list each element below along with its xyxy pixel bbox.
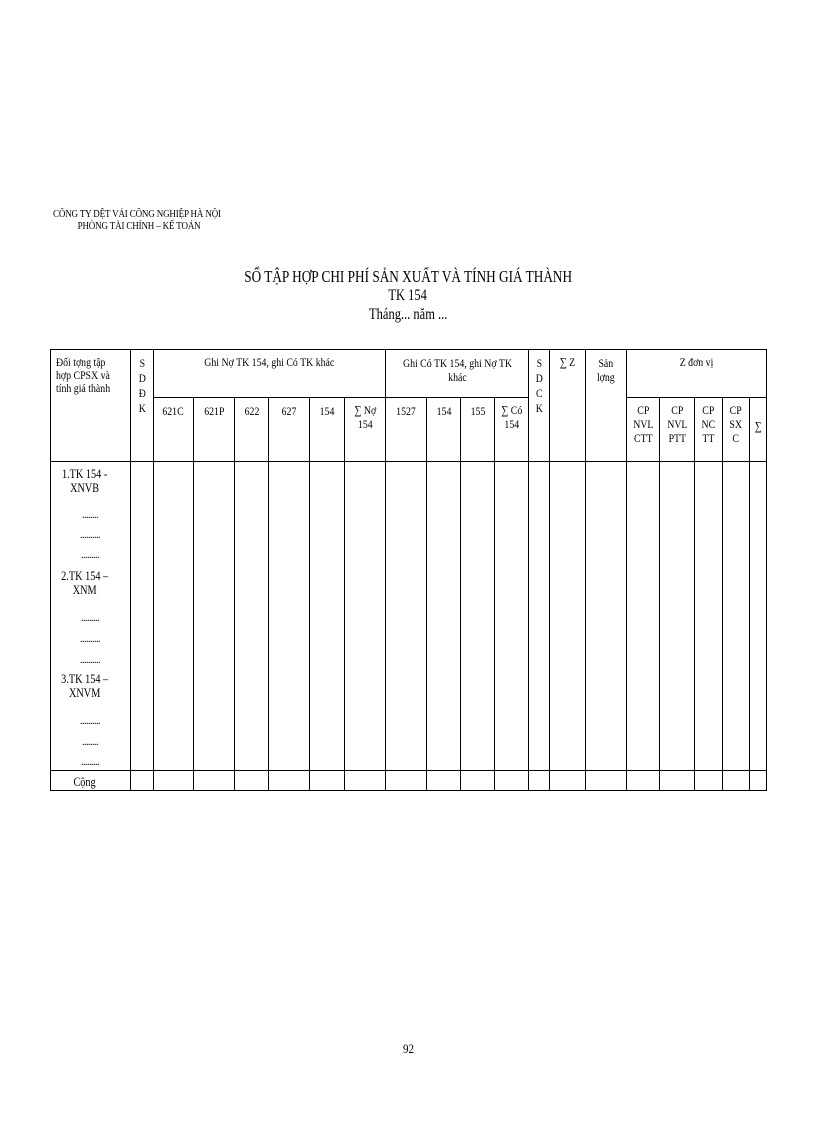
row-dots: .......... — [80, 655, 100, 666]
row-dots: ........ — [82, 737, 98, 748]
row-label-xnvb: 1.TK 154 - XNVB — [62, 467, 108, 495]
col-total-credit: ∑ Có 154 — [501, 403, 522, 431]
col-sum-z-header: ∑ Z — [559, 355, 576, 369]
row-dots: .......... — [80, 716, 100, 727]
col-unit-total: ∑ — [754, 419, 762, 433]
col-154-credit: 154 — [436, 404, 451, 418]
col-cp-sxc: CP SX C — [729, 403, 743, 445]
row-dots: ......... — [81, 550, 99, 561]
col-cp-nvl-ctt: CP NVL CTT — [632, 403, 654, 445]
col-154-debit: 154 — [319, 404, 335, 418]
col-total-debit: ∑ Nợ 154 — [354, 403, 376, 431]
col-621c: 621C — [162, 404, 185, 418]
col-621p: 621P — [203, 404, 225, 418]
col-cp-nvl-ptt: CP NVL PTT — [666, 403, 688, 445]
row-dots: ......... — [81, 757, 99, 768]
document-title: SỔ TẬP HỢP CHI PHÍ SẢN XUẤT VÀ TÍNH GIÁ THÀNH — [244, 267, 572, 286]
col-1527: 1527 — [396, 404, 416, 418]
row-dots: .......... — [80, 634, 100, 645]
group-unit-cost-header: Z đơn vị — [680, 355, 714, 369]
period-line: Tháng... năm ... — [368, 306, 448, 323]
company-name: CÔNG TY DỆT VẢI CÔNG NGHIỆP HÀ NỘI — [53, 208, 221, 220]
col-155: 155 — [470, 404, 485, 418]
group-credit-header: Ghi Có TK 154, ghi Nợ TK khác — [402, 356, 512, 384]
group-debit-header: Ghi Nợ TK 154, ghi Có TK khác — [204, 355, 335, 369]
account-subtitle: TK 154 — [388, 287, 428, 304]
col-object-header: Đối tợng tập hợp CPSX và tính giá thành — [56, 355, 111, 395]
row-dots: .......... — [80, 530, 100, 541]
col-sdck-header: S D C K — [535, 356, 543, 415]
row-dots: ........ — [82, 510, 98, 521]
row-dots: ......... — [81, 613, 99, 624]
col-output-header: Sản lợng — [597, 356, 615, 384]
col-622: 622 — [244, 404, 259, 418]
col-627: 627 — [281, 404, 297, 418]
col-cp-nc-tt: CP NC TT — [701, 403, 716, 445]
row-label-xnvm: 3.TK 154 – XNVM — [61, 672, 109, 700]
department-name: PHÒNG TÀI CHÍNH – KẾ TOÁN — [77, 220, 201, 232]
row-label-xnm: 2.TK 154 – XNM — [61, 569, 109, 597]
col-sddk-header: S D Đ K — [138, 356, 146, 415]
total-row-label: Cộng — [73, 775, 97, 789]
page-number: 92 — [402, 1041, 414, 1056]
